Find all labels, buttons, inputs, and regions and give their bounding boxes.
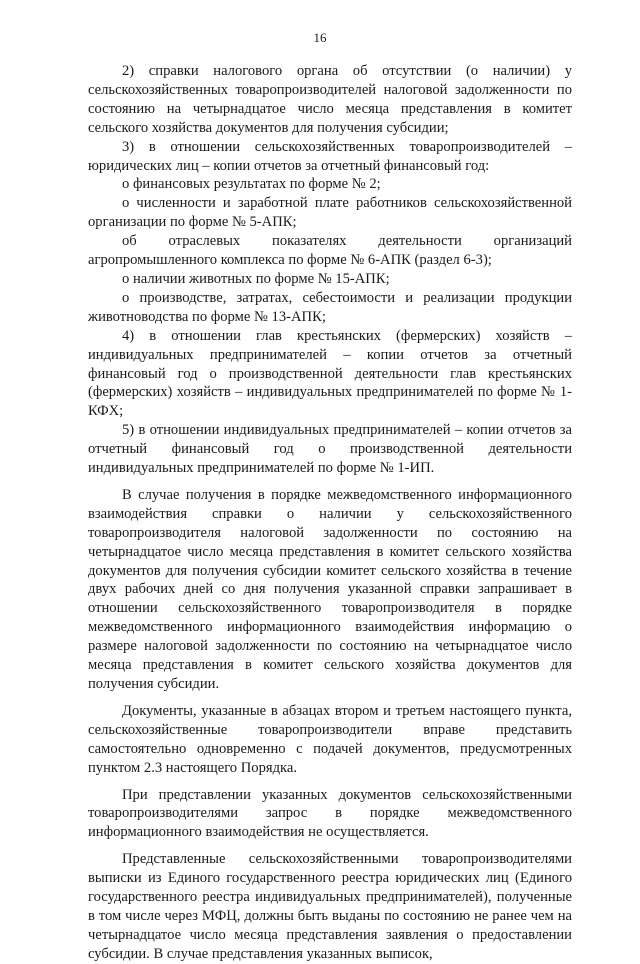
- page-number: 16: [313, 30, 327, 45]
- paragraph-interagency-request: В случае получения в порядке межведомственного информационного взаимодействия справки о наличии у сельскохозяйственного товаропроизводителя налоговой задолженности по состоянию на четырнадцатое число месяца представления в комитет сельского хозяйства документов для получения субсидии комитет сельского хозяйства в течение двух рабочих дней со дня получения указанной справки запрашивает в отношении сельскохозяйственного товаропроизводителя в порядке межведомственного информационного взаимодействия информацию о размере налоговой задолженности по состоянию на четырнадцатое число месяца представления в комитет сельского хозяйства документов для получения субсидии.: [88, 486, 572, 692]
- paragraph-tax-certificate: 2) справки налогового органа об отсутствии (о наличии) у сельскохозяйственных товаропроизводителей налоговой задолженности по состоянию на четырнадцатое число месяца представления в комитет сельского хозяйства документов для получения субсидии;: [88, 63, 572, 136]
- document-body: [88, 62, 572, 964]
- paragraph-entrepreneurs: 5) в отношении индивидуальных предпринимателей – копии отчетов за отчетный финансовый год о производственной деятельности индивидуальных предпринимателей по форме № 1-ИП.: [88, 422, 572, 477]
- paragraph-farm-heads: 4) в отношении глав крестьянских (фермерских) хозяйств – индивидуальных предпринимателей – копии отчетов за отчетный финансовый год о производственной деятельности глав крестьянских (фермерских) хозяйств – индивидуальных предпринимателей по форме № 1-КФХ;: [88, 327, 572, 420]
- list-item-form-5-apk: о численности и заработной плате работников сельскохозяйственной организации по форме № 5-АПК;: [88, 195, 572, 231]
- paragraph-no-request: При представлении указанных документов сельскохозяйственными товаропроизводителями запрос в порядке межведомственного информационного взаимодействия не осуществляется.: [88, 786, 572, 841]
- paragraph-registry-extracts: Представленные сельскохозяйственными товаропроизводителями выписки из Единого государственного реестра юридических лиц (Единого государственного реестра индивидуальных предпринимателей), полученные в том числе через МФЦ, должны быть выданы по состоянию не ранее чем на четырнадцатое число месяца представления заявления о предоставлении субсидии. В случае представления указанных выписок,: [88, 851, 572, 962]
- list-item-form-15-apk: о наличии животных по форме № 15-АПК;: [122, 270, 390, 287]
- list-item-form-2: о финансовых результатах по форме № 2;: [122, 176, 381, 193]
- list-item-form-13-apk: о производстве, затратах, себестоимости и реализации продукции животноводства по форме № 13-АПК;: [88, 289, 572, 325]
- paragraph-legal-entities: 3) в отношении сельскохозяйственных товаропроизводителей – юридических лиц – копии отчетов за отчетный финансовый год:: [88, 138, 572, 174]
- paragraph-self-submission: Документы, указанные в абзацах втором и третьем настоящего пункта, сельскохозяйственные товаропроизводители вправе представить самостоятельно одновременно с подачей документов, предусмотренных пунктом 2.3 настоящего Порядка.: [88, 702, 572, 776]
- list-item-form-6-apk: об отраслевых показателях деятельности организаций агропромышленного комплекса по форме № 6-АПК (раздел 6-3);: [88, 233, 572, 269]
